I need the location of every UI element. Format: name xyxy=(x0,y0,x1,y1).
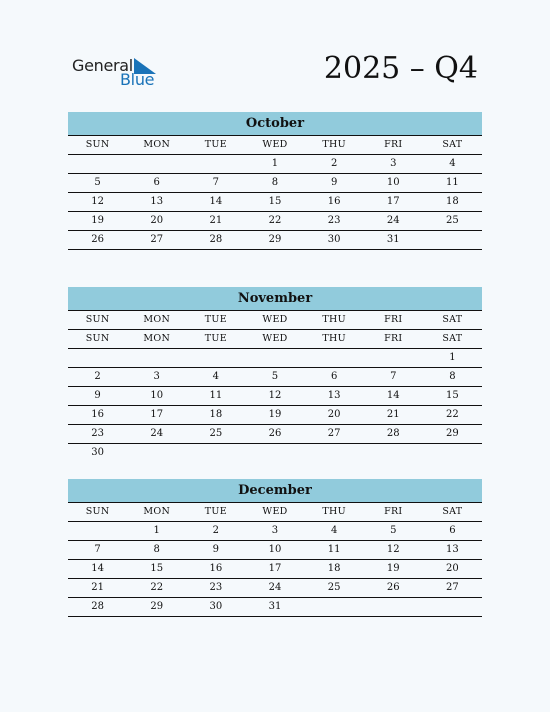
day-cell: 18 xyxy=(209,409,223,420)
week-row xyxy=(68,212,482,231)
day-cell: 22 xyxy=(446,409,459,420)
weekday-header-row xyxy=(68,136,482,155)
day-cell xyxy=(364,444,423,462)
day-cell: 9 xyxy=(94,390,101,401)
day-cell: 28 xyxy=(386,428,400,439)
day-cell: 10 xyxy=(150,390,164,401)
day-cell xyxy=(186,444,245,462)
day-cell: 12 xyxy=(268,390,282,401)
day-cell xyxy=(423,444,482,462)
weekday-label: FRI xyxy=(384,333,403,344)
week-row xyxy=(68,425,482,444)
day-cell xyxy=(423,598,482,616)
day-cell: 12 xyxy=(386,544,400,555)
day-cell: 22 xyxy=(268,215,282,226)
day-cell: 22 xyxy=(150,582,164,593)
weekday-header-row xyxy=(68,503,482,522)
day-cell: 11 xyxy=(209,390,223,401)
day-cell: 2 xyxy=(330,158,338,169)
day-cell: 9 xyxy=(330,177,338,188)
day-cell: 6 xyxy=(449,525,456,536)
day-cell: 5 xyxy=(390,525,397,536)
day-cell: 8 xyxy=(449,371,456,382)
day-cell: 24 xyxy=(386,215,400,226)
month-november xyxy=(68,287,482,462)
day-cell: 1 xyxy=(449,352,456,363)
day-cell: 20 xyxy=(150,215,164,226)
day-cell: 1 xyxy=(271,158,279,169)
day-cell: 27 xyxy=(150,234,164,245)
week-row xyxy=(68,541,482,560)
day-cell: 3 xyxy=(153,371,160,382)
month-title: November xyxy=(68,287,482,311)
day-cell: 3 xyxy=(390,158,397,169)
day-cell: 20 xyxy=(327,409,341,420)
day-cell: 12 xyxy=(91,196,104,207)
month-december xyxy=(68,479,482,617)
weekday-label: FRI xyxy=(384,506,403,517)
day-cell: 16 xyxy=(327,196,341,207)
day-cell: 30 xyxy=(91,447,104,458)
weekday-label: WED xyxy=(262,314,288,325)
day-cell: 19 xyxy=(91,215,104,226)
day-cell: 26 xyxy=(268,428,282,439)
day-cell: 15 xyxy=(268,196,282,207)
day-cell xyxy=(364,349,423,367)
week-row xyxy=(68,560,482,579)
day-cell: 20 xyxy=(446,563,459,574)
day-cell: 23 xyxy=(209,582,223,593)
month-title: October xyxy=(68,112,482,136)
day-cell: 21 xyxy=(209,215,223,226)
day-cell: 6 xyxy=(153,177,160,188)
day-cell: 4 xyxy=(330,525,338,536)
weekday-label: TUE xyxy=(204,333,227,344)
day-cell: 6 xyxy=(330,371,338,382)
day-cell xyxy=(186,155,245,173)
day-cell: 23 xyxy=(91,428,104,439)
day-cell: 21 xyxy=(91,582,104,593)
day-cell xyxy=(305,349,364,367)
day-cell: 13 xyxy=(446,544,459,555)
weekday-label: WED xyxy=(262,506,288,517)
weekday-label: SAT xyxy=(442,139,463,150)
day-cell: 11 xyxy=(327,544,341,555)
day-cell: 8 xyxy=(153,544,160,555)
day-cell: 7 xyxy=(390,371,397,382)
day-cell xyxy=(127,155,186,173)
day-cell: 9 xyxy=(212,544,220,555)
logo-word-general: General xyxy=(72,56,133,75)
logo-word-blue: Blue xyxy=(120,70,155,89)
day-cell: 2 xyxy=(212,525,220,536)
weekday-label: THU xyxy=(322,506,346,517)
day-cell: 16 xyxy=(209,563,223,574)
weekday-label: TUE xyxy=(204,506,227,517)
day-cell: 14 xyxy=(91,563,104,574)
day-cell: 2 xyxy=(94,371,101,382)
weekday-label: SUN xyxy=(85,333,110,344)
day-cell xyxy=(245,444,304,462)
day-cell xyxy=(364,598,423,616)
day-cell: 23 xyxy=(327,215,341,226)
day-cell: 19 xyxy=(386,563,400,574)
day-cell: 17 xyxy=(150,409,164,420)
day-cell: 29 xyxy=(268,234,282,245)
day-cell: 5 xyxy=(94,177,101,188)
day-cell: 17 xyxy=(268,563,282,574)
weekday-label: MON xyxy=(143,333,171,344)
weekday-label: WED xyxy=(262,333,288,344)
week-row xyxy=(68,231,482,250)
day-cell xyxy=(305,598,364,616)
weekday-label: THU xyxy=(322,139,346,150)
weekday-label: MON xyxy=(143,314,171,325)
day-cell: 3 xyxy=(271,525,279,536)
week-row xyxy=(68,598,482,617)
weekday-label: FRI xyxy=(384,139,403,150)
week-row xyxy=(68,349,482,368)
day-cell: 28 xyxy=(209,234,223,245)
day-cell: 4 xyxy=(212,371,220,382)
day-cell: 25 xyxy=(446,215,459,226)
day-cell: 4 xyxy=(449,158,456,169)
weekday-label: SUN xyxy=(85,314,110,325)
week-row xyxy=(68,406,482,425)
weekday-label: SAT xyxy=(442,333,463,344)
day-cell xyxy=(186,349,245,367)
week-row xyxy=(68,444,482,462)
week-row xyxy=(68,522,482,541)
page-title: 2025 – Q4 xyxy=(323,51,478,86)
day-cell: 30 xyxy=(209,601,223,612)
day-cell xyxy=(127,349,186,367)
day-cell: 27 xyxy=(327,428,341,439)
weekday-label: MON xyxy=(143,506,171,517)
day-cell: 17 xyxy=(386,196,400,207)
week-row xyxy=(68,368,482,387)
day-cell: 19 xyxy=(268,409,282,420)
day-cell xyxy=(127,444,186,462)
weekday-label: SUN xyxy=(85,139,110,150)
day-cell: 7 xyxy=(212,177,220,188)
day-cell: 18 xyxy=(446,196,459,207)
month-october xyxy=(68,112,482,250)
weekday-label: SAT xyxy=(442,506,463,517)
week-row xyxy=(68,579,482,598)
day-cell: 29 xyxy=(446,428,459,439)
day-cell: 25 xyxy=(327,582,341,593)
day-cell: 25 xyxy=(209,428,223,439)
weekday-label: WED xyxy=(262,139,288,150)
day-cell: 13 xyxy=(327,390,341,401)
day-cell: 31 xyxy=(386,234,400,245)
day-cell: 29 xyxy=(150,601,164,612)
weekday-label: FRI xyxy=(384,314,403,325)
day-cell: 26 xyxy=(91,234,104,245)
day-cell: 31 xyxy=(268,601,282,612)
day-cell: 30 xyxy=(327,234,341,245)
weekday-label: SUN xyxy=(85,506,110,517)
day-cell xyxy=(305,444,364,462)
day-cell: 14 xyxy=(386,390,400,401)
day-cell: 5 xyxy=(271,371,279,382)
day-cell: 10 xyxy=(386,177,400,188)
day-cell: 14 xyxy=(209,196,223,207)
week-row xyxy=(68,174,482,193)
day-cell: 24 xyxy=(268,582,282,593)
week-row xyxy=(68,387,482,406)
weekday-label: TUE xyxy=(204,139,227,150)
day-cell: 1 xyxy=(153,525,160,536)
weekday-label: TUE xyxy=(204,314,227,325)
day-cell xyxy=(68,349,127,367)
day-cell: 7 xyxy=(94,544,101,555)
day-cell: 27 xyxy=(446,582,459,593)
day-cell: 21 xyxy=(386,409,400,420)
week-row xyxy=(68,193,482,212)
weekday-header-row xyxy=(68,330,482,349)
weekday-header-row xyxy=(68,311,482,330)
day-cell: 18 xyxy=(327,563,341,574)
day-cell: 15 xyxy=(150,563,164,574)
weekday-label: THU xyxy=(322,314,346,325)
day-cell: 13 xyxy=(150,196,164,207)
weekday-label: THU xyxy=(322,333,346,344)
day-cell: 10 xyxy=(268,544,282,555)
day-cell xyxy=(68,522,127,540)
weekday-label: MON xyxy=(143,139,171,150)
day-cell xyxy=(68,155,127,173)
day-cell xyxy=(245,349,304,367)
day-cell: 11 xyxy=(446,177,459,188)
day-cell: 28 xyxy=(91,601,104,612)
month-title: December xyxy=(68,479,482,503)
day-cell xyxy=(423,231,482,249)
day-cell: 26 xyxy=(386,582,400,593)
day-cell: 8 xyxy=(271,177,279,188)
week-row xyxy=(68,155,482,174)
day-cell: 16 xyxy=(91,409,104,420)
day-cell: 15 xyxy=(446,390,459,401)
day-cell: 24 xyxy=(150,428,164,439)
weekday-label: SAT xyxy=(442,314,463,325)
brand-logo xyxy=(72,55,162,89)
